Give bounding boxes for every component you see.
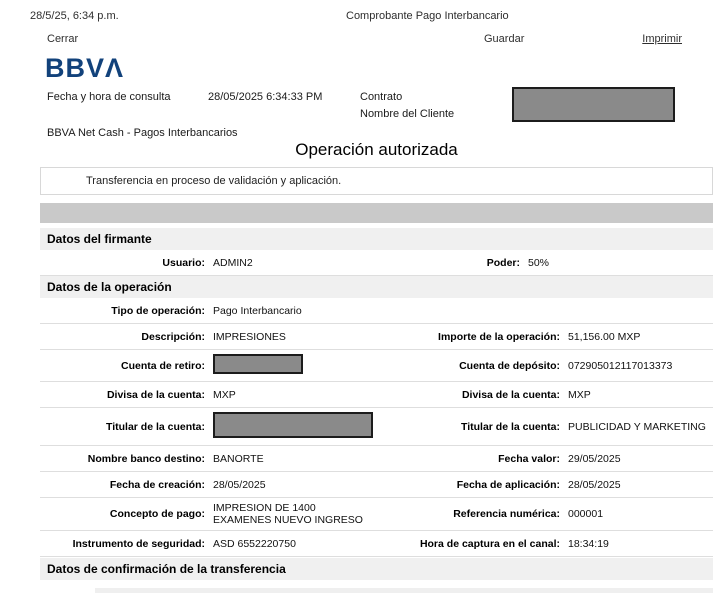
print-doc-title: Comprobante Pago Interbancario — [346, 10, 509, 22]
instrumento-value: ASD 6552220750 — [213, 537, 296, 550]
poder-label: Poder: — [486, 256, 520, 269]
usuario-label: Usuario: — [162, 256, 205, 269]
redacted-titular-box — [213, 412, 373, 438]
redacted-cuenta-retiro-box — [213, 354, 303, 374]
referencia-label: Referencia numérica: — [453, 508, 560, 520]
redacted-client-box — [512, 87, 675, 122]
instrumento-label: Instrumento de seguridad: — [72, 537, 205, 550]
section-header-operacion: Datos de la operación — [40, 276, 713, 298]
receipt-body — [40, 228, 713, 580]
cuenta-retiro-label: Cuenta de retiro: — [120, 359, 205, 372]
divisa-retiro-label: Divisa de la cuenta: — [106, 388, 205, 401]
divisa-deposito-label: Divisa de la cuenta: — [461, 388, 560, 401]
cuenta-deposito-value: 072905012117013373 — [568, 359, 673, 372]
importe-value: 51,156.00 MXP — [568, 330, 641, 343]
table-row — [40, 382, 713, 408]
titular-deposito-label: Titular de la cuenta: — [461, 420, 560, 433]
consulta-label: Fecha y hora de consulta — [47, 91, 171, 103]
titular-retiro-label: Titular de la cuenta: — [106, 420, 205, 433]
status-message: Transferencia en proceso de validación y aplicación. — [86, 175, 342, 187]
section-header-confirmacion: Datos de confirmación de la transferencia — [40, 558, 713, 580]
cutoff-section-strip — [95, 588, 713, 593]
table-row — [40, 531, 713, 557]
table-row — [40, 446, 713, 472]
bbva-logo: BBVΛ — [45, 53, 125, 83]
fecha-aplicacion-value: 28/05/2025 — [568, 478, 621, 491]
save-button[interactable]: Guardar — [484, 33, 525, 45]
importe-label: Importe de la operación: — [438, 330, 560, 343]
contrato-label: Contrato — [360, 91, 403, 103]
page-title: Operación autorizada — [295, 140, 458, 159]
table-row — [40, 250, 713, 276]
hora-captura-value: 18:34:19 — [568, 537, 609, 550]
fecha-valor-label: Fecha valor: — [498, 452, 560, 465]
tipo-operacion-value: Pago Interbancario — [213, 304, 302, 317]
fecha-creacion-value: 28/05/2025 — [213, 478, 266, 491]
fecha-creacion-label: Fecha de creación: — [109, 478, 205, 491]
app-name: BBVA Net Cash - Pagos Interbancarios — [47, 127, 238, 139]
print-button[interactable]: Imprimir — [642, 33, 682, 45]
titular-deposito-value: PUBLICIDAD Y MARKETING — [568, 420, 706, 433]
banco-destino-value: BANORTE — [213, 452, 264, 465]
descripcion-label: Descripción: — [141, 330, 205, 343]
divisa-deposito-value: MXP — [568, 388, 591, 401]
table-row — [40, 408, 713, 446]
redacted-gray-bar — [40, 203, 713, 223]
cliente-label: Nombre del Cliente — [360, 108, 455, 120]
concepto-pago-label: Concepto de pago: — [109, 508, 205, 520]
close-button[interactable]: Cerrar — [47, 33, 79, 45]
fecha-valor-value: 29/05/2025 — [568, 452, 621, 465]
status-message-box — [40, 167, 713, 195]
poder-value: 50% — [528, 256, 550, 269]
fecha-aplicacion-label: Fecha de aplicación: — [456, 478, 560, 491]
concepto-pago-value: IMPRESION DE 1400 EXAMENES NUEVO INGRESO — [213, 502, 363, 526]
banco-destino-label: Nombre banco destino: — [87, 452, 205, 465]
table-row — [40, 324, 713, 350]
hora-captura-label: Hora de captura en el canal: — [419, 537, 560, 550]
referencia-value: 000001 — [568, 508, 604, 520]
table-row — [40, 350, 713, 382]
consulta-value: 28/05/2025 6:34:33 PM — [208, 91, 323, 103]
table-row — [40, 298, 713, 324]
cuenta-deposito-label: Cuenta de depósito: — [459, 359, 560, 372]
divisa-retiro-value: MXP — [213, 388, 236, 401]
table-row — [40, 472, 713, 498]
tipo-operacion-label: Tipo de operación: — [111, 304, 205, 317]
usuario-value: ADMIN2 — [213, 256, 253, 269]
descripcion-value: IMPRESIONES — [213, 330, 286, 343]
section-header-firmante: Datos del firmante — [40, 228, 713, 250]
table-row — [40, 498, 713, 531]
print-datetime: 28/5/25, 6:34 p.m. — [30, 10, 119, 22]
